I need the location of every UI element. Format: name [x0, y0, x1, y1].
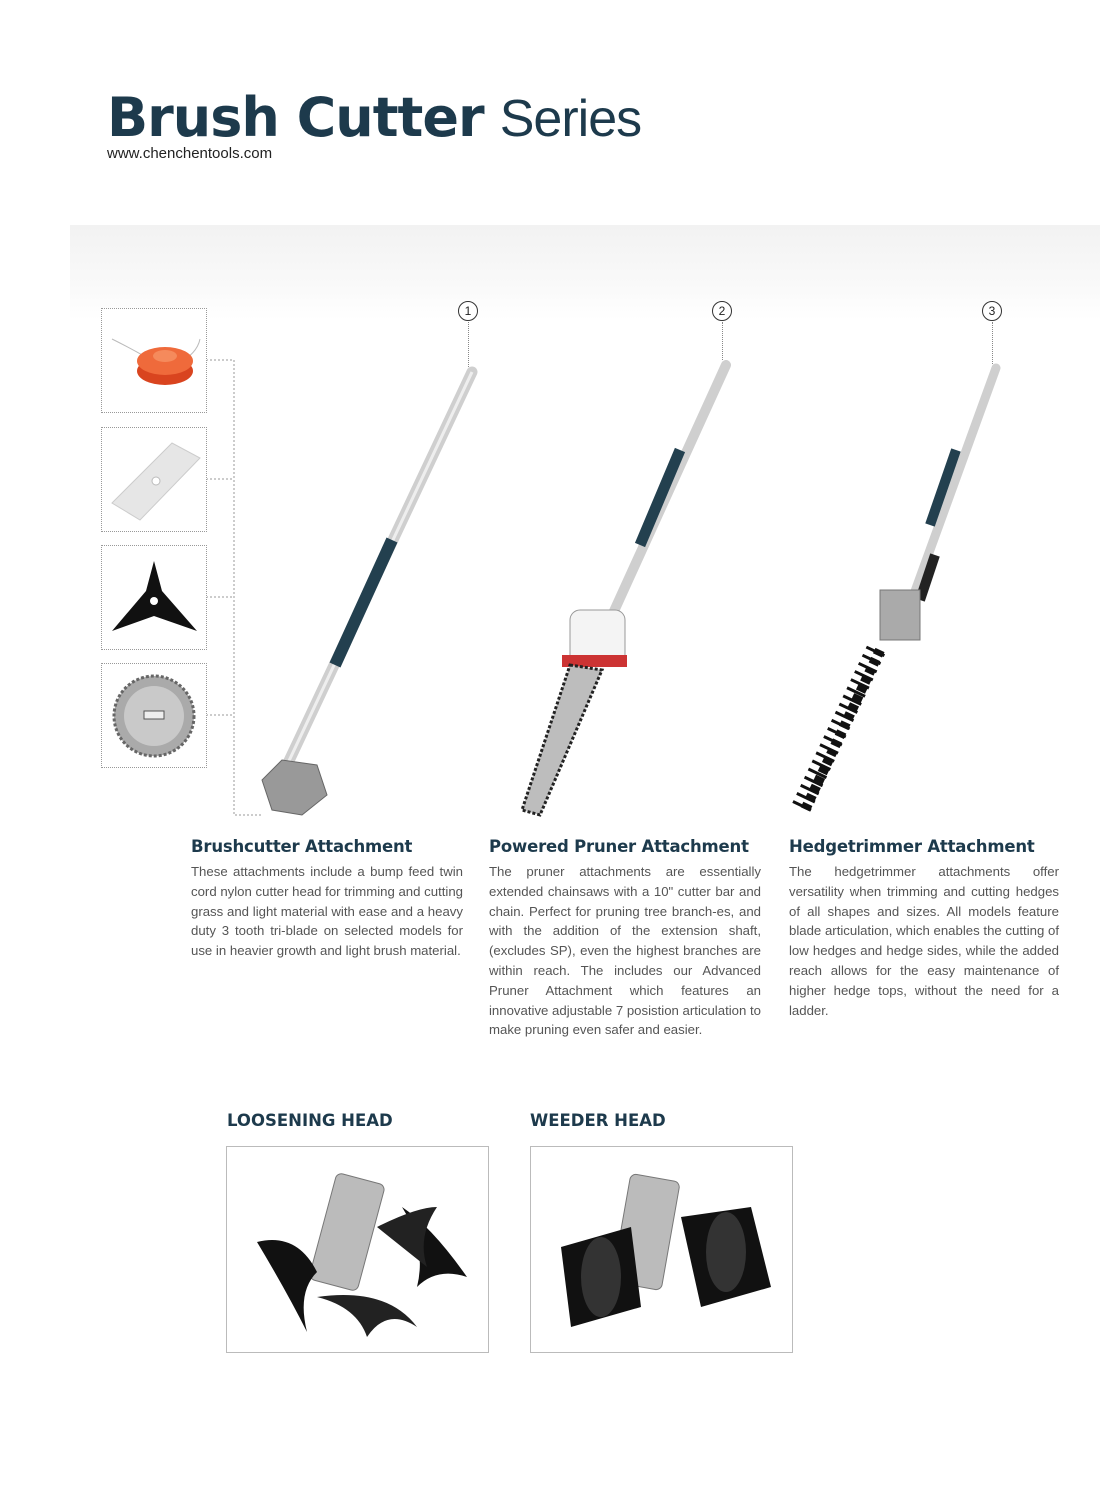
brushcutter-shaft-image: [262, 372, 472, 815]
thumbnail-saw-blade[interactable]: [101, 663, 207, 768]
background-band: [70, 225, 1100, 320]
tiller-icon: [227, 1147, 488, 1352]
hedgetrimmer-section: [789, 837, 1059, 1020]
flat-blade-icon: [102, 428, 206, 531]
pruner-title: Powered Pruner Attachment: [489, 837, 749, 856]
brushcutter-description: These attachments include a bump feed twin cord nylon cutter head for trimming and cutting grass and light material with ease and a heavy duty 3 tooth tri-blade on selected models for use in heavier growth and light brush material.: [191, 864, 463, 959]
hedgetrimmer-description: The hedgetrimmer attachments offer versatility when trimming and cutting hedges of all shapes and sizes. All models feature blade articulation, which enables the cutting of low hedges and hedge sides, while the added reach allows for the easy maintenance of higher hedge tops, without the need for a ladder.: [789, 864, 1059, 1018]
pruner-description: The pruner attachments are essentially extended chainsaws with a 10" cutter bar and chain. Perfect for pruning tree branch-es, and with the addition of the extension shaft, (excludes SP), even the highest branches are within reach. The includes our Advanced Pruner Attachment which features an innovative adjustable 7 posistion articulation to make pruning even safer and easier.: [489, 864, 761, 1038]
marker-line-2: [722, 322, 723, 360]
hedgetrimmer-title: Hedgetrimmer Attachment: [789, 837, 1035, 856]
loosening-head-image[interactable]: [226, 1146, 489, 1353]
marker-1: 1: [458, 301, 478, 321]
nylon-head-icon: [102, 309, 206, 412]
marker-3: 3: [982, 301, 1002, 321]
brushcutter-title: Brushcutter Attachment: [191, 837, 413, 856]
loosening-head-label: LOOSENING HEAD: [227, 1111, 393, 1130]
pruner-section: [489, 837, 761, 1040]
marker-line-3: [992, 322, 993, 364]
attachment-illustrations: [240, 360, 1040, 830]
thumbnail-tri-blade[interactable]: [101, 545, 207, 650]
thumbnail-nylon-head[interactable]: [101, 308, 207, 413]
pruner-image: [522, 365, 726, 815]
marker-2: 2: [712, 301, 732, 321]
website-url: www.chenchentools.com: [107, 145, 273, 162]
weeder-icon: [531, 1147, 792, 1352]
thumbnail-two-tooth-blade[interactable]: [101, 427, 207, 532]
tri-blade-icon: [102, 546, 206, 649]
weeder-head-image[interactable]: [530, 1146, 793, 1353]
hedgetrimmer-image: [800, 368, 996, 810]
saw-blade-icon: [102, 664, 206, 767]
brushcutter-section: [191, 837, 463, 961]
page-title: Brush Cutter Series: [107, 86, 642, 149]
weeder-head-label: WEEDER HEAD: [530, 1111, 666, 1130]
